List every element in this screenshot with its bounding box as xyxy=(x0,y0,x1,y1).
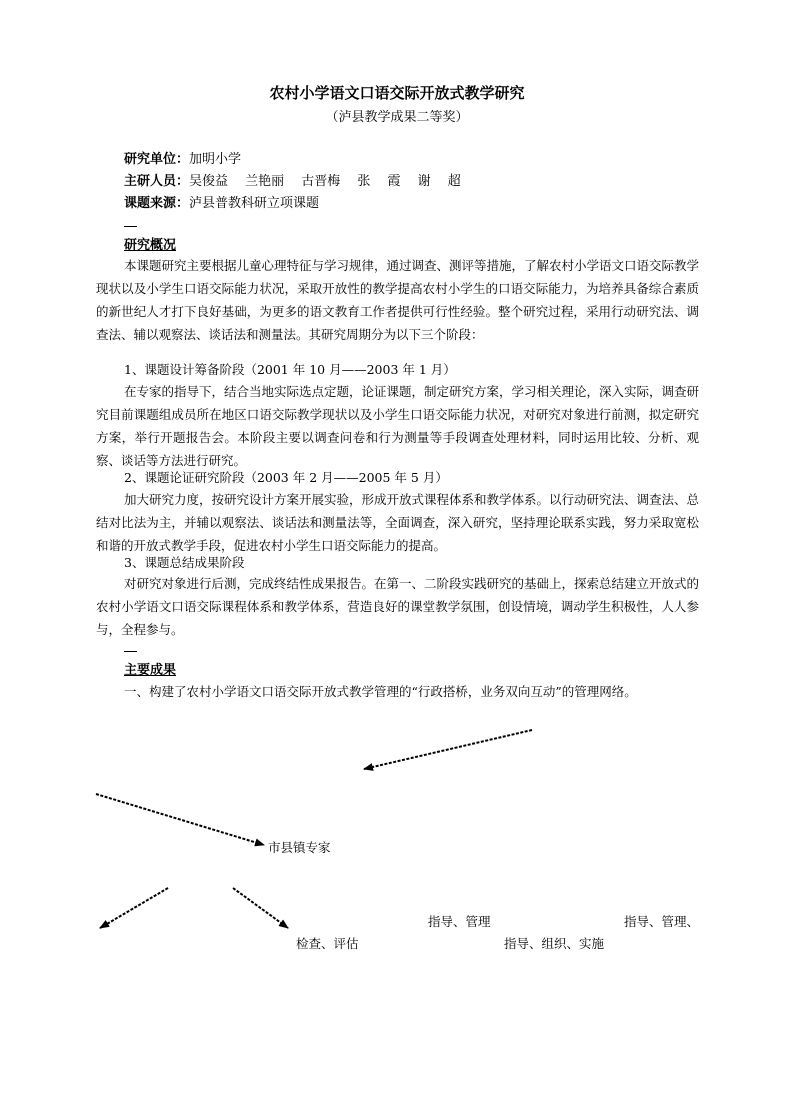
arrow xyxy=(96,794,264,845)
document-title: 农村小学语文口语交际开放式教学研究 xyxy=(269,84,525,102)
node-experts: 市县镇专家 xyxy=(268,840,331,855)
label-guide-organize: 指导、组织、实施 xyxy=(504,936,605,951)
overview-heading: 研究概况 xyxy=(124,238,177,253)
researchers-label: 主研人员： xyxy=(124,174,190,189)
source-value: 泸县普教科研立项课题 xyxy=(189,196,320,211)
unit-label: 研究单位： xyxy=(124,152,190,167)
label-guide-manage-2: 指导、管理、 xyxy=(624,914,700,929)
label-inspect-evaluate: 检查、评估 xyxy=(296,936,359,951)
stage2-title: 2、课题论证研究阶段（2003 年 2 月——2005 年 5 月） xyxy=(124,470,448,485)
stage1-text: 在专家的指导下，结合当地实际选点定题，论证课题，制定研究方案，学习相关理论，深入实际，调查研究目前课题组成员所在地区口语交际教学现状以及小学生口语交际能力状况，对研究对象进行前测，拟定研究方案，举行开题报告会。本阶段主要以调查问卷和行为测量等手段调查处理材料，同时运用比较、分析、观察、谈话等方法进行研究。 xyxy=(96,384,700,468)
results-heading: 主要成果 xyxy=(124,663,177,678)
stage3-title: 3、课题总结成果阶段 xyxy=(124,555,245,570)
stage3-text: 对研究对象进行后测，完成终结性成果报告。在第一、二阶段实践研究的基础上，探索总结建立开放式的农村小学语文口语交际课程体系和教学体系，营造良好的课堂教学氛围，创设情境，调动学生积极性，人人参与，全程参与。 xyxy=(96,576,700,637)
arrow xyxy=(100,888,168,928)
results-item1: 一、构建了农村小学语文口语交际开放式教学管理的“行政搭桥，业务双向互动”的管理网络。 xyxy=(124,684,637,699)
document-subtitle: （泸县教学成果二等奖） xyxy=(325,110,469,125)
arrow xyxy=(233,888,288,928)
unit-value: 加明小学 xyxy=(189,152,242,167)
label-guide-manage: 指导、管理 xyxy=(428,914,491,929)
stage1-title: 1、课题设计筹备阶段（2001 年 10 月——2003 年 1 月） xyxy=(124,362,456,377)
researchers-value: 吴俊益 兰艳丽 古晋梅 张 霞 谢 超 xyxy=(189,174,461,189)
overview-intro: 本课题研究主要根据儿童心理特征与学习规律，通过调查、测评等措施，了解农村小学语文口语交际教学现状以及小学生口语交际能力状况，采取开放性的教学提高农村小学生的口语交际能力，为培养具备综合素质的新世纪人才打下良好基础，为更多的语文教育工作者提供可行性经验。整个研究过程，采用行动研究法、调查法、辅以观察法、谈话法和测量法。其研究周期分为以下三个阶段： xyxy=(96,258,700,342)
arrow xyxy=(364,730,532,769)
stage2-text: 加大研究力度，按研究设计方案开展实验，形成开放式课程体系和教学体系。以行动研究法、调查法、总结对比法为主，并辅以观察法、谈话法和测量法等，全面调查，深入研究，坚持理论联系实践，努力采取宽松和谐的开放式教学手段，促进农村小学生口语交际能力的提高。 xyxy=(96,492,700,553)
source-label: 课题来源： xyxy=(124,196,190,211)
